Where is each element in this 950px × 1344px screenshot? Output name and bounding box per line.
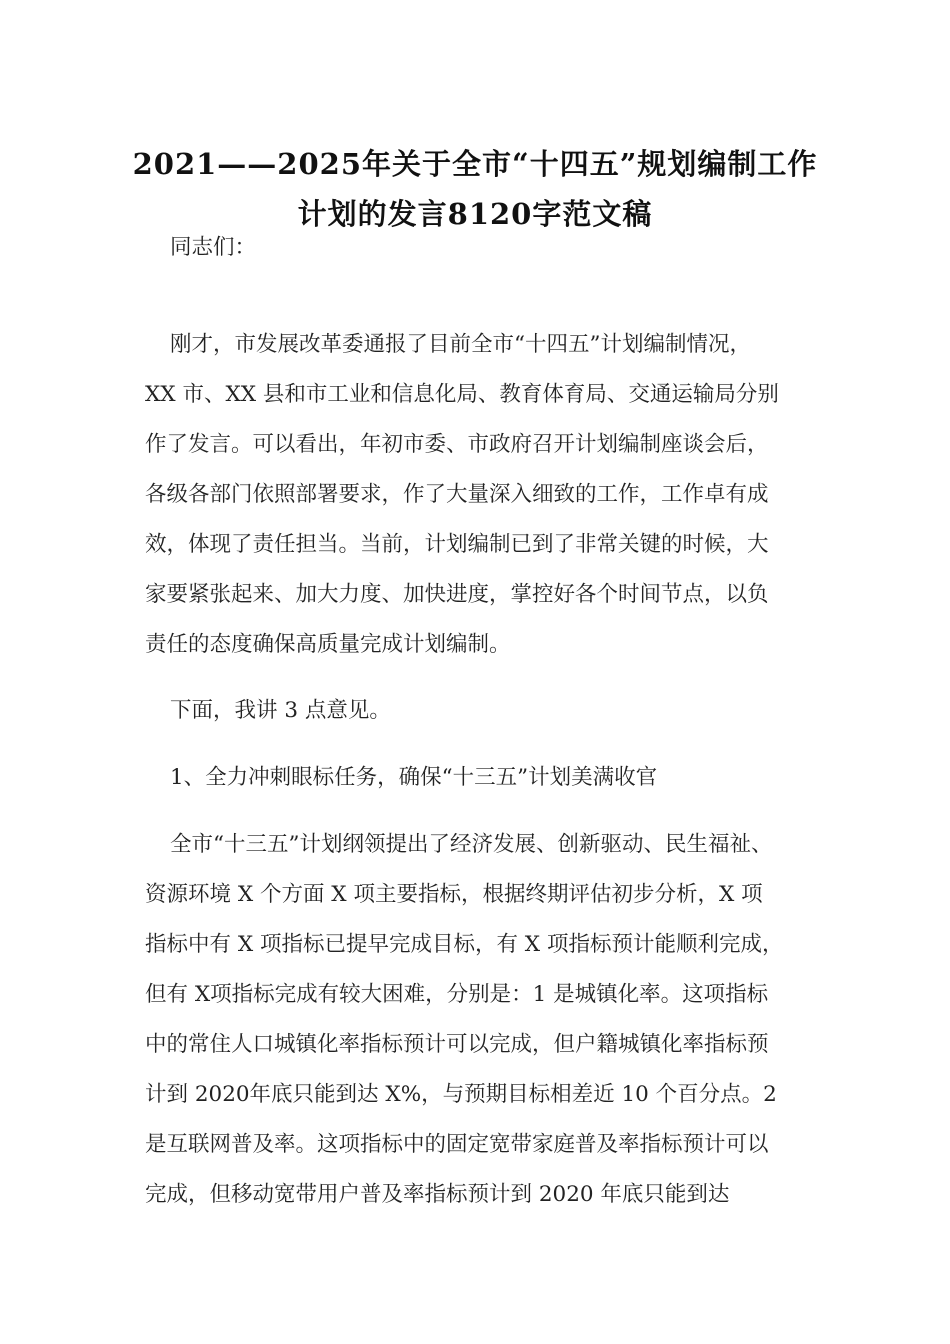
paragraph-3-line: 计到 2020年底只能到达 X%，与预期目标相差近 10 个百分点。2 <box>145 1082 777 1107</box>
paragraph-3-line: 指标中有 X 项指标已提早完成目标，有 X 项指标预计能顺利完成， <box>145 932 784 957</box>
paragraph-1-line: 责任的态度确保高质量完成计划编制。 <box>145 632 511 657</box>
paragraph-3-line: 资源环境 X 个方面 X 项主要指标，根据终期评估初步分析，X 项 <box>145 882 763 907</box>
document-title-line-1: 2021——2025年关于全市“十四五”规划编制工作 <box>132 147 818 181</box>
paragraph-1-line: 刚才，市发展改革委通报了目前全市“十四五”计划编制情况， <box>170 332 751 357</box>
document-title-line-2: 计划的发言8120字范文稿 <box>297 197 653 231</box>
salutation: 同志们： <box>170 235 257 260</box>
paragraph-1-line: 作了发言。可以看出，年初市委、市政府召开计划编制座谈会后， <box>145 432 769 457</box>
paragraph-3-line: 是互联网普及率。这项指标中的固定宽带家庭普及率指标预计可以 <box>145 1132 769 1157</box>
paragraph-1-line: XX 市、XX 县和市工业和信息化局、教育体育局、交通运输局分别 <box>145 382 779 407</box>
paragraph-3-line: 中的常住人口城镇化率指标预计可以完成，但户籍城镇化率指标预 <box>145 1032 769 1057</box>
paragraph-3-line: 完成，但移动宽带用户普及率指标预计到 2020 年底只能到达 <box>145 1182 730 1207</box>
paragraph-1-line: 家要紧张起来、加大力度、加快进度，掌控好各个时间节点，以负 <box>145 582 769 607</box>
paragraph-3-line: 全市“十三五”计划纲领提出了经济发展、创新驱动、民生福祉、 <box>170 832 773 857</box>
paragraph-2: 下面，我讲 3 点意见。 <box>170 698 391 723</box>
paragraph-1-line: 各级各部门依照部署要求，作了大量深入细致的工作，工作卓有成 <box>145 482 769 507</box>
paragraph-3-line: 但有 X项指标完成有较大困难，分别是：1 是城镇化率。这项指标 <box>145 982 769 1007</box>
paragraph-1-line: 效，体现了责任担当。当前，计划编制已到了非常关键的时候，大 <box>145 532 769 557</box>
section-heading-1: 1、全力冲刺眼标任务，确保“十三五”计划美满收官 <box>170 765 658 790</box>
